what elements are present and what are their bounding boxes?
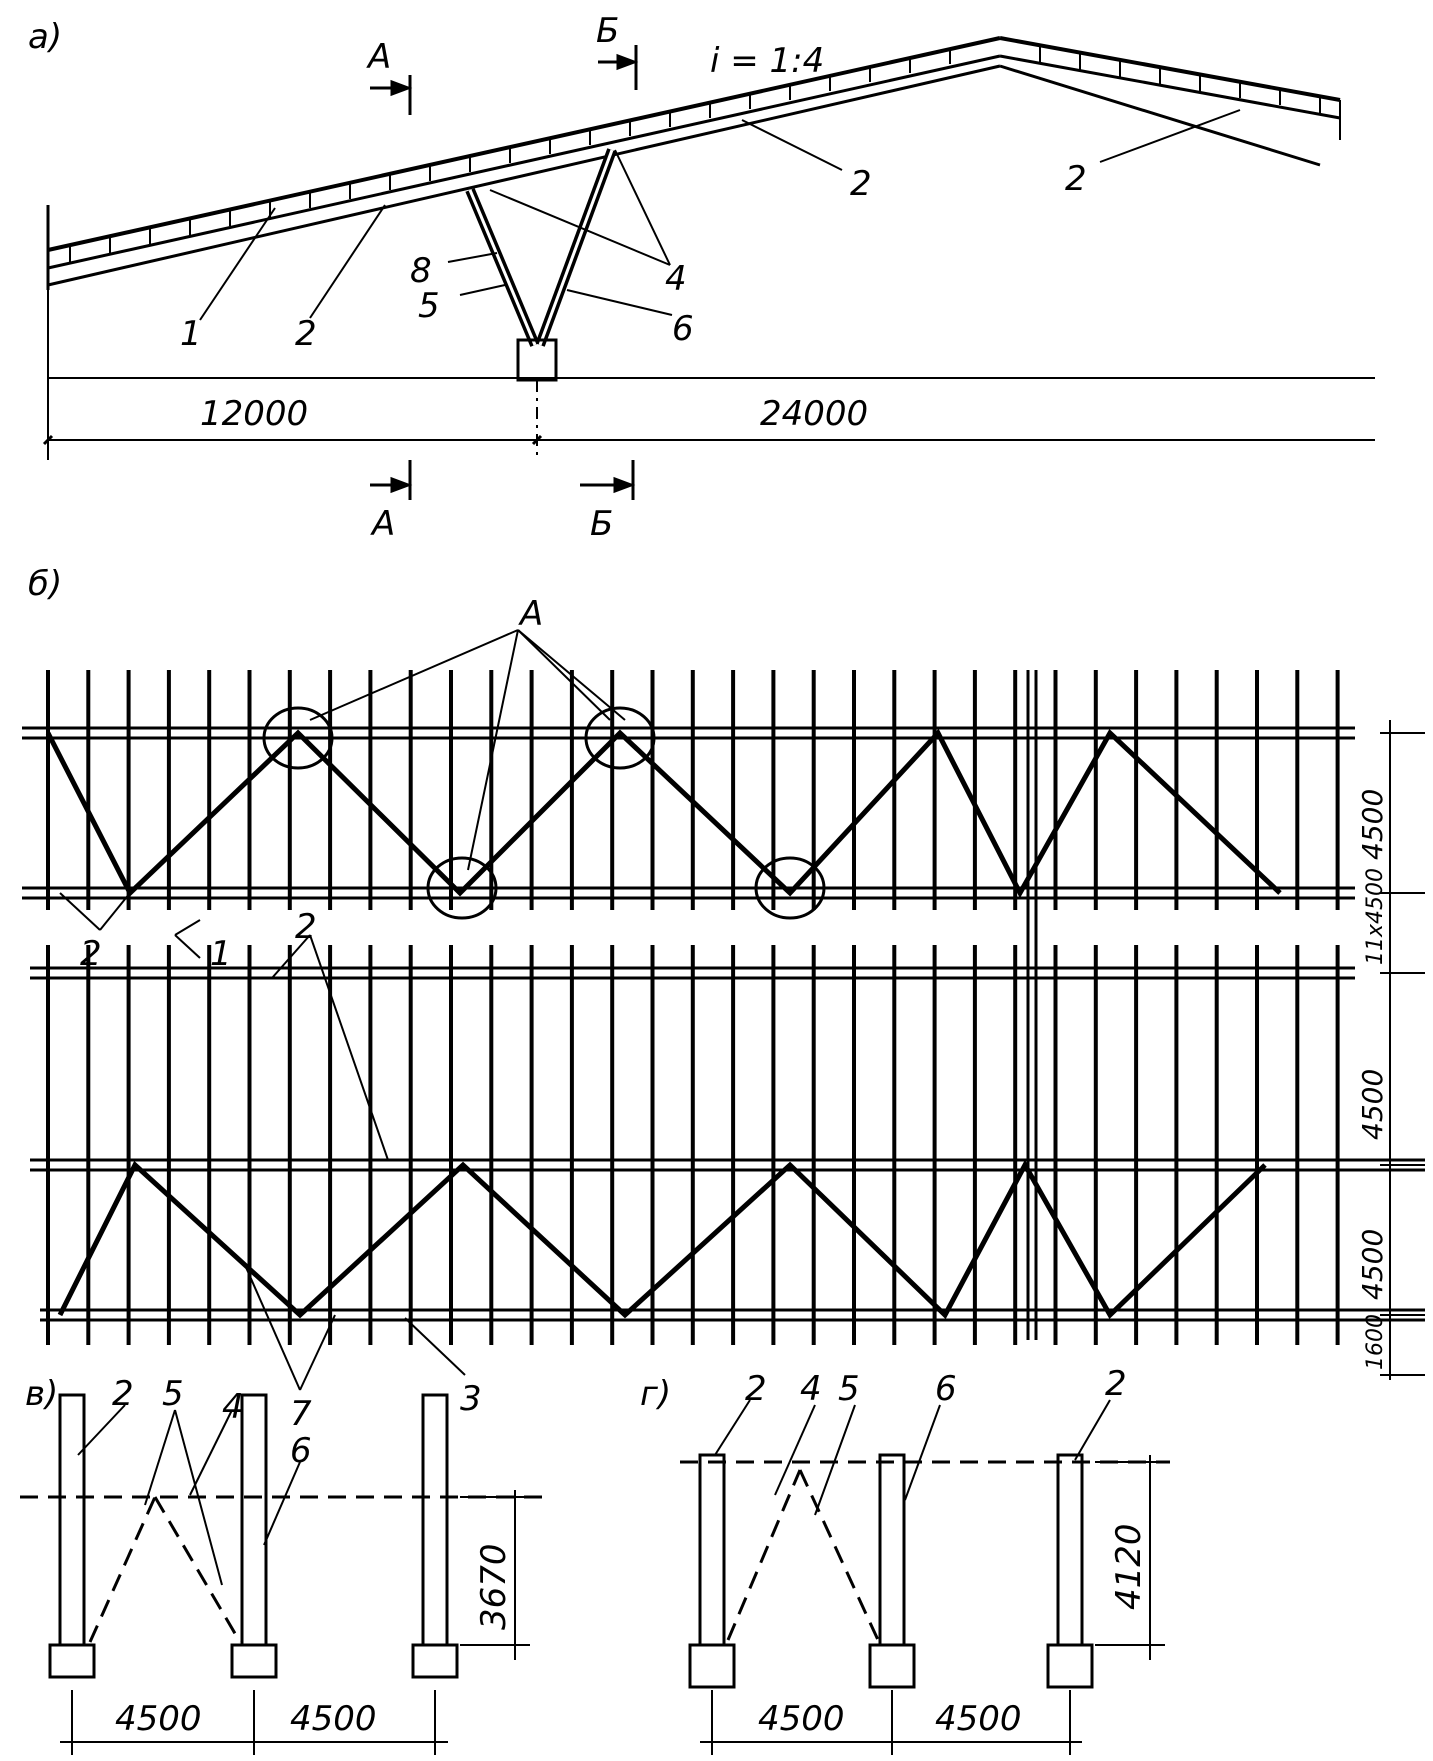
panel-b-label: б) bbox=[28, 564, 63, 604]
dim-4500-1: 4500 bbox=[1356, 788, 1389, 860]
plan-callout-1: 1 bbox=[210, 934, 232, 974]
g-callout-4: 4 bbox=[800, 1369, 822, 1409]
node-label-A: А bbox=[520, 594, 544, 634]
dim-4500-2: 4500 bbox=[1356, 1068, 1389, 1140]
columns-v bbox=[50, 1395, 457, 1677]
zigzag-lower bbox=[60, 1165, 1265, 1315]
bracing-g bbox=[680, 1462, 1170, 1640]
v-callout-6: 6 bbox=[290, 1431, 312, 1471]
v-callout-2: 2 bbox=[112, 1374, 134, 1414]
panel-g bbox=[640, 1364, 1170, 1755]
panel-v bbox=[20, 1374, 545, 1755]
callout-2b: 2 bbox=[850, 164, 872, 204]
callout-leaders-g bbox=[715, 1400, 1110, 1515]
span-left-dim: 12000 bbox=[200, 394, 309, 434]
callout-2a: 2 bbox=[295, 314, 317, 354]
callout-2c: 2 bbox=[1065, 159, 1087, 199]
plan-callout-2a: 2 bbox=[80, 934, 102, 974]
panel-g-label: г) bbox=[640, 1374, 672, 1414]
callout-6: 6 bbox=[672, 309, 694, 349]
slope-label: i = 1:4 bbox=[710, 41, 825, 81]
panel-v-label: в) bbox=[25, 1374, 59, 1414]
span-g-1: 4500 bbox=[758, 1699, 845, 1739]
v-callout-4: 4 bbox=[222, 1387, 244, 1427]
height-v: 3670 bbox=[474, 1543, 514, 1630]
span-v-1: 4500 bbox=[115, 1699, 202, 1739]
columns-g bbox=[690, 1455, 1092, 1687]
span-g-2: 4500 bbox=[935, 1699, 1022, 1739]
dim-11x4500: 11х4500 bbox=[1363, 867, 1388, 965]
plan-callout-3: 3 bbox=[460, 1379, 482, 1419]
v-callout-5: 5 bbox=[162, 1374, 184, 1414]
plan-beams bbox=[22, 728, 1425, 1320]
section-A-bottom: А bbox=[372, 504, 396, 544]
section-B-top: Б bbox=[596, 11, 620, 51]
section-B-bottom: Б bbox=[590, 504, 614, 544]
callout-5: 5 bbox=[418, 286, 440, 326]
g-callout-5: 5 bbox=[838, 1369, 860, 1409]
node-leaders bbox=[310, 630, 625, 870]
callout-4: 4 bbox=[665, 259, 687, 299]
dim-4500-3: 4500 bbox=[1356, 1228, 1389, 1300]
dimension-lines-a bbox=[44, 290, 1375, 460]
slab-ribs bbox=[70, 45, 1320, 262]
panel-a bbox=[28, 11, 1375, 544]
callout-8: 8 bbox=[410, 251, 432, 291]
expansion-joint bbox=[1028, 670, 1036, 1340]
height-g: 4120 bbox=[1109, 1523, 1149, 1610]
span-v-2: 4500 bbox=[290, 1699, 377, 1739]
dim-1600: 1600 bbox=[1363, 1314, 1388, 1370]
g-callout-2a: 2 bbox=[745, 1369, 767, 1409]
panel-b bbox=[22, 564, 1425, 1434]
plan-callout-7: 7 bbox=[290, 1394, 312, 1434]
section-A-top: А bbox=[368, 37, 392, 77]
plan-callout-2b: 2 bbox=[295, 907, 317, 947]
callout-1: 1 bbox=[180, 314, 202, 354]
g-callout-6: 6 bbox=[935, 1369, 957, 1409]
bracing-v bbox=[20, 1497, 545, 1642]
span-right-dim: 24000 bbox=[760, 394, 869, 434]
roof-slab-right bbox=[1000, 38, 1340, 165]
g-callout-2b: 2 bbox=[1105, 1364, 1127, 1404]
panel-a-label: а) bbox=[28, 17, 63, 57]
